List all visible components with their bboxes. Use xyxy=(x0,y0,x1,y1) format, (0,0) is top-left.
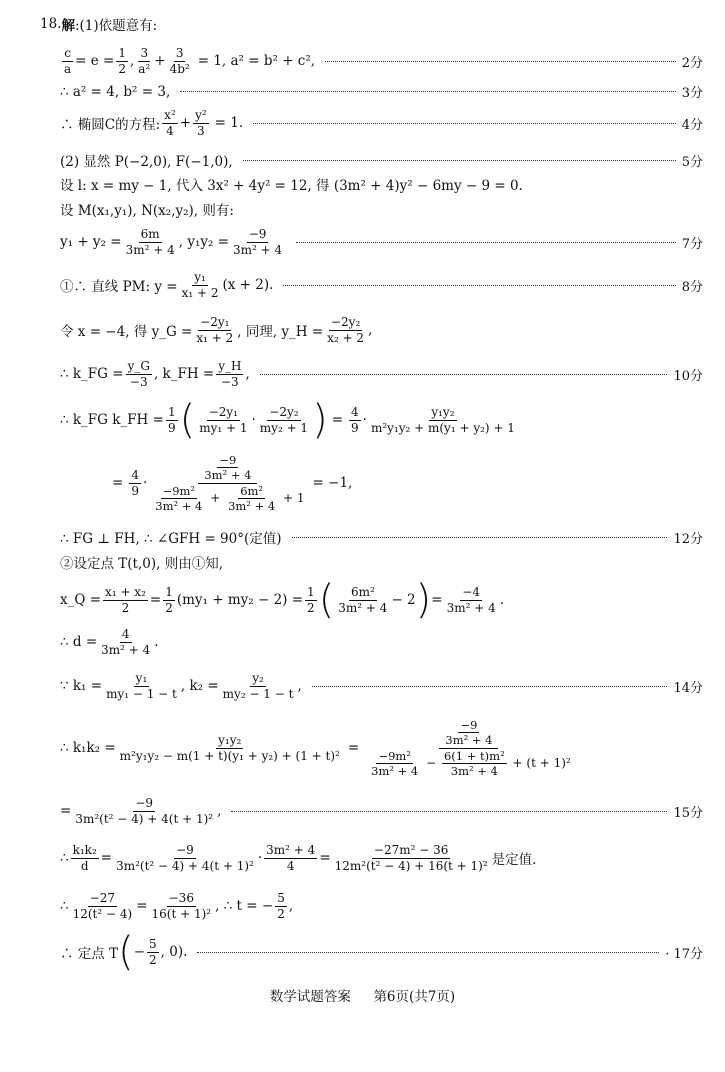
leader-dots xyxy=(243,160,676,161)
eq: = xyxy=(112,475,124,491)
line-21 xyxy=(60,886,703,926)
frac-one-ninth: $\frac{1}{9}$ xyxy=(167,404,176,435)
problem-intro: :(1)依题意有: xyxy=(74,18,158,34)
score: 5分 xyxy=(681,154,703,170)
line-text: ∴ k₁k₂ = xyxy=(60,740,116,756)
eq: = xyxy=(347,740,360,756)
frac-four-ninths: $\frac{4}{9}$ xyxy=(351,404,359,435)
line-22: ∴ 定点 T ( − $\frac{5}{2}$ , 0). · 17分 xyxy=(60,929,703,975)
line-text: ①∴ 直线 PM: y = xyxy=(60,279,178,295)
therefore: ∴ xyxy=(60,850,69,866)
frac-l21b: $\frac{-36}{\text{16(t + 1)²}}$ xyxy=(151,890,212,921)
frac-prod-y: $\frac{-9}{\text{3m² + 4}}$ xyxy=(233,226,283,257)
line-text: 是定值. xyxy=(491,852,537,868)
line-6 xyxy=(60,199,703,219)
left-paren: ( xyxy=(318,577,335,623)
eq-e: = e = xyxy=(75,53,115,69)
frac-3-a2: $\frac{3}{\text{a²}}$ xyxy=(138,45,151,76)
eq: = xyxy=(60,803,72,819)
frac-3-4b2: $\frac{3}{\text{4b²}}$ xyxy=(169,45,190,76)
line-text: ∵ k₁ = xyxy=(60,678,103,694)
line-10 xyxy=(60,356,703,392)
leader-dots xyxy=(296,242,676,243)
comma: , xyxy=(297,678,302,694)
frac-y2-3: $\frac{\text{y²}}{3}$ xyxy=(195,107,207,138)
score: 7分 xyxy=(681,236,703,252)
plus-one: + 1 xyxy=(283,490,305,505)
score: 3分 xyxy=(681,86,703,101)
frac-xq: $\frac{\text{x₁ + x₂}}{2}$ xyxy=(105,584,146,615)
frac-sum-y: $\frac{6m}{\text{3m² + 4}}$ xyxy=(125,226,175,257)
result: = −1, xyxy=(312,475,353,491)
frac-k1k2-a: $\frac{\text{y₁y₂}}{\text{m²y₁y₂ − m(1 + t)(y₁ + y₂) + (1 + t)²}}$ xyxy=(119,732,340,763)
line-text: , 0). xyxy=(160,944,188,960)
leader-dots xyxy=(283,285,675,286)
complex-frac xyxy=(365,719,573,776)
problem-number: 18. xyxy=(40,16,62,32)
frac-c-a: $\frac{c}{a}$ xyxy=(64,45,72,76)
frac-kfh: $\frac{y\_H}{-3}$ xyxy=(218,358,242,389)
line-text: (my₁ + my₂ − 2) = xyxy=(176,592,304,608)
score: 2分 xyxy=(681,55,703,71)
frac-neg9m2: $\frac{\text{−9m²}}{\text{3m² + 4}}$ xyxy=(155,483,203,513)
period: . xyxy=(154,634,159,650)
line-14 xyxy=(60,552,703,572)
dot: · xyxy=(251,412,256,428)
footer-title: 数学试题答案 xyxy=(269,989,351,1005)
leader-dots xyxy=(292,537,668,538)
leader-dots xyxy=(260,374,668,375)
plus-term: + (t + 1)² xyxy=(512,755,571,770)
line-20 xyxy=(60,838,703,878)
problem-header xyxy=(40,14,703,34)
eq: = xyxy=(331,412,343,428)
line-text: , k_FH = xyxy=(153,366,215,382)
solution-label: 解 xyxy=(61,18,75,34)
line-16 xyxy=(60,624,703,660)
frac-l21a: $\frac{-27}{\text{12(t² − 4)}}$ xyxy=(72,890,133,921)
score: 15分 xyxy=(673,805,703,821)
plus: + xyxy=(154,53,166,69)
frac-one-half: $\frac{1}{2}$ xyxy=(165,584,173,615)
leader-dots xyxy=(197,952,659,953)
comma: , xyxy=(130,53,135,69)
frac-k2: $\frac{\text{y₂}}{\text{my₂ − 1 − t}}$ xyxy=(222,670,294,701)
eq: = xyxy=(100,850,113,866)
line-4 xyxy=(60,150,703,170)
line-text: 令 x = −4, 得 y_G = xyxy=(60,324,193,340)
period: . xyxy=(499,592,505,608)
frac-neg9m2: $\frac{\text{−9m²}}{\text{3m² + 4}}$ xyxy=(371,748,419,778)
frac-neg4: $\frac{-4}{\text{3m² + 4}}$ xyxy=(446,584,496,615)
leader-dots xyxy=(253,123,676,124)
line-5 xyxy=(60,174,703,194)
minus: − xyxy=(426,755,437,770)
frac-l20c: $\frac{\text{3m² + 4}}{4}$ xyxy=(266,842,316,873)
eq-one: = 1. xyxy=(214,115,244,131)
line-text: ∴ k_FG = xyxy=(60,366,124,382)
line-text: 设 M(x₁,y₁), N(x₂,y₂), 则有: xyxy=(60,203,234,219)
line-text: , xyxy=(368,322,373,338)
line-text: , ∴ t = − xyxy=(215,898,274,914)
score: 12分 xyxy=(673,531,703,547)
frac-a1: $\frac{\text{−2y₁}}{\text{my₁ + 1}}$ xyxy=(199,404,248,435)
line-text: ∴ d = xyxy=(60,634,98,650)
frac-k1: $\frac{\text{y₁}}{\text{my₁ − 1 − t}}$ xyxy=(106,670,177,701)
line-11 xyxy=(60,397,703,443)
dot: · xyxy=(362,412,367,428)
left-paren: ( xyxy=(179,397,196,443)
right-paren: ) xyxy=(415,577,432,623)
line-8 xyxy=(60,268,703,302)
line-text: ②设定点 T(t,0), 则由①知, xyxy=(60,556,224,572)
line-13 xyxy=(60,527,703,547)
page-footer xyxy=(0,985,725,1005)
frac-yg: $\frac{\text{−2y₁}}{\text{x₁ + 2}}$ xyxy=(196,314,234,345)
score: 14分 xyxy=(673,680,703,696)
frac-x2-4: $\frac{\text{x²}}{4}$ xyxy=(164,107,176,138)
line-12 xyxy=(112,448,703,518)
leader-dots xyxy=(312,686,668,687)
frac-big1: $\frac{\text{y₁y₂}}{\text{m²y₁y₂ + m(y₁ + y₂) + 1}}$ xyxy=(370,404,515,435)
minus-two: − 2 xyxy=(391,592,416,608)
line-text: y₁ + y₂ = xyxy=(60,234,122,250)
frac-l19: $\frac{-9}{\text{3m²(t² − 4) + 4(t + 1)²}}$ xyxy=(75,795,214,826)
line-18 xyxy=(60,712,703,784)
frac-a2: $\frac{\text{−2y₂}}{\text{my₂ + 1}}$ xyxy=(259,404,309,435)
eq: = xyxy=(136,898,148,914)
frac-neg9: $\frac{-9}{\text{3m² + 4}}$ xyxy=(445,718,493,748)
eq-rest: = 1, a² = b² + c², xyxy=(197,53,316,69)
comma: , xyxy=(217,803,222,819)
line-text: ∴ 定点 T xyxy=(60,946,119,962)
frac-one-half: $\frac{1}{2}$ xyxy=(307,584,315,615)
line-text: 设 l: x = my − 1, 代入 3x² + 4y² = 12, 得 (3m² + 4)y² − 6my − 9 = 0. xyxy=(60,178,523,194)
score: 10分 xyxy=(673,368,703,384)
line-text: ∴ 椭圆C的方程: xyxy=(60,117,161,133)
frac-neg9: $\frac{-9}{\text{3m² + 4}}$ xyxy=(204,453,252,483)
line-3 xyxy=(60,106,703,140)
therefore: ∴ xyxy=(60,898,69,914)
score: · 17分 xyxy=(665,946,703,962)
frac-l20b: $\frac{-9}{\text{3m²(t² − 4) + 4(t + 1)²}}$ xyxy=(116,842,254,873)
frac-6m2: $\frac{\text{6m²}}{\text{3m² + 4}}$ xyxy=(228,483,276,513)
frac-five-half: $\frac{5}{2}$ xyxy=(149,936,157,967)
leader-dots xyxy=(325,61,676,62)
complex-frac xyxy=(149,454,306,511)
score: 8分 xyxy=(681,279,703,295)
line-17 xyxy=(60,668,703,704)
line-text: ∴ FG ⊥ FH, ∴ ∠GFH = 90°(定值) xyxy=(60,531,282,547)
line-text: (x + 2). xyxy=(222,277,274,293)
comma: , xyxy=(288,898,294,914)
frac-one-half: $\frac{1}{2}$ xyxy=(118,45,126,76)
left-paren: ( xyxy=(118,929,134,975)
line-1 xyxy=(60,44,703,78)
line-7 xyxy=(60,224,703,260)
right-paren: ) xyxy=(312,397,328,443)
frac-6m2: $\frac{\text{6m²}}{\text{3m² + 4}}$ xyxy=(338,584,388,615)
frac-kfg: $\frac{y\_G}{-3}$ xyxy=(127,358,150,389)
line-2 xyxy=(60,82,703,101)
frac-four-ninths: $\frac{4}{9}$ xyxy=(131,467,139,498)
line-text: , k₂ = xyxy=(180,678,219,694)
plus: + xyxy=(179,115,192,131)
eq: = xyxy=(431,592,443,608)
leader-dots xyxy=(180,91,675,92)
line-text: , y₁y₂ = xyxy=(178,234,229,250)
dot: · xyxy=(257,850,263,866)
line-text: ∴ a² = 4, b² = 3, xyxy=(60,83,171,100)
line-text: x_Q = xyxy=(60,592,102,608)
frac-l20d: $\frac{\text{−27m² − 36}}{\text{12m²(t² − 4) + 16(t + 1)²}}$ xyxy=(334,842,488,873)
line-19 xyxy=(60,792,703,830)
line-9 xyxy=(60,312,703,348)
frac-five-half: $\frac{5}{2}$ xyxy=(277,890,285,921)
frac-6-1t-m2: $\frac{\text{6(1 + t)m²}}{\text{3m² + 4}}$ xyxy=(443,748,505,778)
line-15 xyxy=(60,578,703,622)
plus: + xyxy=(210,490,221,505)
frac-d: $\frac{4}{\text{3m² + 4}}$ xyxy=(101,626,151,657)
line-text: ∴ k_FG k_FH = xyxy=(60,412,164,428)
dot: · xyxy=(142,475,148,491)
frac-pm: $\frac{\text{y₁}}{\text{x₁ + 2}}$ xyxy=(181,269,219,300)
leader-dots xyxy=(231,811,667,812)
line-text: , 同理, y_H = xyxy=(237,324,324,340)
line-text: (2) 显然 P(−2,0), F(−1,0), xyxy=(60,154,233,170)
frac-yh: $\frac{\text{−2y₂}}{\text{x₂ + 2}}$ xyxy=(327,314,365,345)
eq: = xyxy=(149,592,162,608)
footer-page: 第6页(共7页) xyxy=(373,989,456,1005)
score: 4分 xyxy=(681,117,703,133)
line-text: , xyxy=(245,366,250,382)
frac-k1k2-d: $\frac{\text{k₁k₂}}{d}$ xyxy=(72,842,97,873)
eq: = xyxy=(319,850,331,866)
